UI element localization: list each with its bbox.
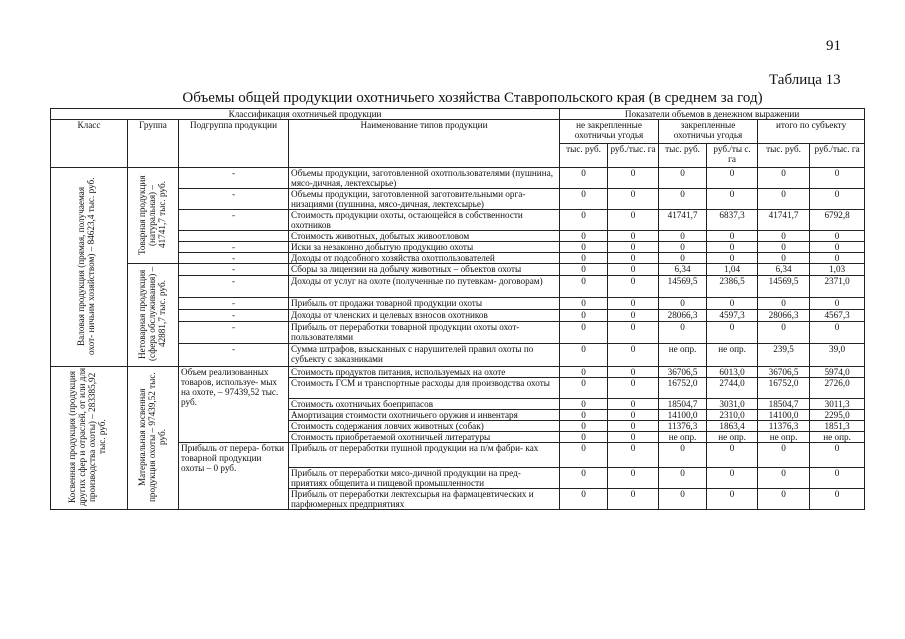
value-cell: 0	[608, 489, 659, 510]
value-cell: 0	[560, 489, 608, 510]
value-cell: 2371,0	[810, 275, 865, 298]
value-cell: 2310,0	[707, 410, 758, 421]
product-type: Прибыль от переработки мясо-дичной продукции на пред- приятиях общепита и пищевой промышленности	[289, 468, 560, 489]
value-cell: 0	[560, 275, 608, 298]
value-cell: 0	[810, 321, 865, 344]
value-cell: 0	[758, 443, 810, 468]
value-cell: 0	[560, 344, 608, 367]
value-cell: 0	[608, 264, 659, 276]
value-cell: 0	[758, 189, 810, 210]
value-cell: 0	[608, 432, 659, 443]
value-cell: 0	[608, 168, 659, 189]
class-header: Класс	[51, 120, 128, 168]
value-cell: 0	[659, 189, 707, 210]
value-cell: 6,34	[659, 264, 707, 276]
value-cell: 0	[560, 432, 608, 443]
subgroup-cell: -	[179, 344, 289, 367]
value-cell: 0	[810, 231, 865, 242]
value-cell: 0	[810, 298, 865, 310]
value-cell: 2726,0	[810, 378, 865, 399]
product-type: Прибыль от продажи товарной продукции охоты	[289, 298, 560, 310]
value-cell: 0	[659, 468, 707, 489]
subgroup-cell-realized: Объем реализованных товаров, используе- мых на охоте, – 97439,52 тыс. руб.	[179, 367, 289, 443]
value-cell: 18504,7	[758, 399, 810, 410]
subgroup-cell: -	[179, 168, 289, 189]
value-cell: 0	[707, 468, 758, 489]
value-cell: 6,34	[758, 264, 810, 276]
value-cell: 0	[758, 489, 810, 510]
value-cell: 0	[659, 443, 707, 468]
value-cell: 18504,7	[659, 399, 707, 410]
subgroup-cell	[179, 231, 289, 242]
value-cell: 0	[560, 399, 608, 410]
value-cell: 0	[608, 367, 659, 378]
value-cell: 3031,0	[707, 399, 758, 410]
value-cell: 0	[560, 443, 608, 468]
subgroup-cell-processing: Прибыль от перера- ботки товарной продукции охоты – 0 руб.	[179, 443, 289, 510]
value-cell: не опр.	[659, 344, 707, 367]
value-cell: 0	[560, 189, 608, 210]
value-cell: 0	[707, 489, 758, 510]
value-cell: 2295,0	[810, 410, 865, 421]
page-number: 91	[826, 38, 841, 54]
product-type: Стоимость ГСМ и транспортные расходы для производства охоты	[289, 378, 560, 399]
table-label: Таблица 13	[769, 72, 841, 88]
value-cell: 6013,0	[707, 367, 758, 378]
value-cell: 0	[560, 264, 608, 276]
value-cell: не опр.	[659, 432, 707, 443]
product-type: Прибыль от переработки пушной продукции на п/м фабри- ках	[289, 443, 560, 468]
value-cell: 0	[608, 189, 659, 210]
unit-header: тыс. руб.	[758, 144, 810, 168]
value-cell: 0	[608, 310, 659, 322]
class-cell-gross: Валовая продукция (прямая, получаемая охот- ничьим хозяйством) – 84623,4 тыс. руб.	[51, 168, 128, 367]
subgroup-cell: -	[179, 298, 289, 310]
product-type: Стоимость приобретаемой охотничьей литературы	[289, 432, 560, 443]
product-type: Доходы от членских и целевых взносов охотников	[289, 310, 560, 322]
product-type: Иски за незаконно добытую продукцию охоты	[289, 242, 560, 253]
subgroup-cell: -	[179, 210, 289, 231]
value-cell: 0	[707, 298, 758, 310]
not-assigned-header: не закрепленные охотничьи угодья	[560, 120, 659, 144]
document-title: Объемы общей продукции охотничьего хозяйства Ставропольского края (в среднем за год)	[182, 90, 763, 106]
value-cell: 28066,3	[659, 310, 707, 322]
value-cell: 0	[608, 344, 659, 367]
product-type: Объемы продукции, заготовленной охотпользователями (пушнина, мясо-дичная, лектехсырье)	[289, 168, 560, 189]
value-cell: 0	[608, 399, 659, 410]
value-cell: 6837,3	[707, 210, 758, 231]
value-cell: 28066,3	[758, 310, 810, 322]
value-cell: 0	[560, 253, 608, 264]
value-cell: 0	[707, 321, 758, 344]
value-cell: 0	[758, 321, 810, 344]
value-cell: 0	[608, 443, 659, 468]
value-cell: 1,03	[810, 264, 865, 276]
value-cell: 0	[758, 298, 810, 310]
value-cell: не опр.	[707, 432, 758, 443]
product-type: Стоимость продуктов питания, используемых на охоте	[289, 367, 560, 378]
subgroup-cell: -	[179, 253, 289, 264]
product-type: Прибыль от переработки лектехсырья на фармацевтических и парфюмерных предприятиях	[289, 489, 560, 510]
value-cell: 0	[560, 210, 608, 231]
value-cell: 0	[659, 253, 707, 264]
value-cell: 0	[560, 410, 608, 421]
value-cell: 0	[560, 231, 608, 242]
product-type: Стоимость содержания ловчих животных (собак)	[289, 421, 560, 432]
value-cell: 0	[608, 210, 659, 231]
product-type: Стоимость охотничьих боеприпасов	[289, 399, 560, 410]
value-cell: не опр.	[707, 344, 758, 367]
product-type: Объемы продукции, заготовленной заготовительными орга- низациями (пушнина, мясо-дичная, лектехсырье)	[289, 189, 560, 210]
value-cell: 3011,3	[810, 399, 865, 410]
value-cell: 1851,3	[810, 421, 865, 432]
product-type: Амортизация стоимости охотничьего оружия и инвентаря	[289, 410, 560, 421]
value-cell: 0	[810, 489, 865, 510]
unit-header: тыс. руб.	[560, 144, 608, 168]
unit-header: руб./ты с. га	[707, 144, 758, 168]
subgroup-cell: -	[179, 264, 289, 276]
value-cell: 0	[560, 421, 608, 432]
value-cell: 0	[707, 253, 758, 264]
value-cell: 0	[659, 242, 707, 253]
value-cell: 0	[560, 310, 608, 322]
value-cell: 11376,3	[758, 421, 810, 432]
subgroup-cell: -	[179, 189, 289, 210]
value-cell: 0	[608, 275, 659, 298]
group-cell-noncommodity: Нетоварная продукция (сфера обслуживания) – 42881,7 тыс. руб.	[128, 264, 179, 367]
value-cell: 0	[608, 468, 659, 489]
value-cell: 0	[707, 168, 758, 189]
value-cell: 0	[707, 443, 758, 468]
value-cell: 39,0	[810, 344, 865, 367]
value-cell: 1863,4	[707, 421, 758, 432]
value-cell: 0	[659, 231, 707, 242]
value-cell: 14100,0	[758, 410, 810, 421]
value-cell: 0	[810, 253, 865, 264]
value-cell: 2744,0	[707, 378, 758, 399]
product-type: Доходы от услуг на охоте (полученные по путевкам- договорам)	[289, 275, 560, 298]
value-cell: 41741,7	[758, 210, 810, 231]
product-type: Доходы от подсобного хозяйства охотпользователей	[289, 253, 560, 264]
unit-header: тыс. руб.	[659, 144, 707, 168]
value-cell: 0	[608, 231, 659, 242]
subgroup-cell: -	[179, 242, 289, 253]
value-cell: 0	[758, 468, 810, 489]
value-cell: 14569,5	[758, 275, 810, 298]
total-header: итого по субъекту	[758, 120, 865, 144]
value-cell: не опр.	[758, 432, 810, 443]
assigned-header: закрепленные охотничьи угодья	[659, 120, 758, 144]
value-cell: 16752,0	[659, 378, 707, 399]
value-cell: 4567,3	[810, 310, 865, 322]
value-cell: 0	[810, 242, 865, 253]
value-cell: 0	[608, 298, 659, 310]
value-cell: 36706,5	[659, 367, 707, 378]
subgroup-header: Подгруппа продукции	[179, 120, 289, 168]
value-cell: 0	[608, 321, 659, 344]
value-cell: 0	[608, 378, 659, 399]
group-cell-material: Материальная косвенная продукция охоты – 97439,52 тыс. руб.	[128, 367, 179, 510]
subgroup-cell: -	[179, 321, 289, 344]
subgroup-cell: -	[179, 275, 289, 298]
value-cell: 0	[659, 489, 707, 510]
value-cell: 5974,0	[810, 367, 865, 378]
value-cell: 0	[659, 298, 707, 310]
product-type: Стоимость животных, добытых живоотловом	[289, 231, 560, 242]
value-cell: 0	[707, 242, 758, 253]
unit-header: руб./тыс. га	[608, 144, 659, 168]
value-cell: 0	[608, 410, 659, 421]
value-cell: 0	[810, 443, 865, 468]
group-cell-commodity: Товарная продукция (натуральная) – 41741,7 тыс. руб.	[128, 168, 179, 264]
indicators-header: Показатели объемов в денежном выражении	[560, 109, 865, 120]
value-cell: 0	[560, 168, 608, 189]
value-cell: 0	[707, 189, 758, 210]
value-cell: 36706,5	[758, 367, 810, 378]
value-cell: 239,5	[758, 344, 810, 367]
value-cell: 0	[608, 253, 659, 264]
value-cell: 0	[560, 321, 608, 344]
group-header: Группа	[128, 120, 179, 168]
type-name-header: Наименование типов продукции	[289, 120, 560, 168]
value-cell: 14100,0	[659, 410, 707, 421]
value-cell: 0	[707, 231, 758, 242]
unit-header: руб./тыс. га	[810, 144, 865, 168]
class-cell-indirect: Косвенная продукция (продукция других сфер и отраслей, от или для производства охоты) – 283385,92 тыс. руб.	[51, 367, 128, 510]
value-cell: 0	[560, 298, 608, 310]
value-cell: 1,04	[707, 264, 758, 276]
value-cell: 41741,7	[659, 210, 707, 231]
value-cell: 0	[560, 367, 608, 378]
value-cell: 6792,8	[810, 210, 865, 231]
value-cell: не опр.	[810, 432, 865, 443]
product-type: Прибыль от переработки товарной продукции охоты охот- пользователями	[289, 321, 560, 344]
value-cell: 0	[560, 378, 608, 399]
value-cell: 16752,0	[758, 378, 810, 399]
value-cell: 0	[659, 168, 707, 189]
value-cell: 0	[560, 242, 608, 253]
value-cell: 0	[810, 189, 865, 210]
value-cell: 0	[758, 231, 810, 242]
value-cell: 0	[758, 168, 810, 189]
value-cell: 0	[810, 468, 865, 489]
value-cell: 11376,3	[659, 421, 707, 432]
value-cell: 0	[810, 168, 865, 189]
value-cell: 0	[659, 321, 707, 344]
value-cell: 14569,5	[659, 275, 707, 298]
product-type: Стоимость продукции охоты, остающейся в собственности охотников	[289, 210, 560, 231]
value-cell: 0	[560, 468, 608, 489]
classification-header: Классификация охотничьей продукции	[51, 109, 560, 120]
value-cell: 0	[758, 253, 810, 264]
value-cell: 0	[608, 421, 659, 432]
value-cell: 0	[758, 242, 810, 253]
value-cell: 4597,3	[707, 310, 758, 322]
production-volume-table	[50, 108, 865, 510]
product-type: Сборы за лицензии на добычу животных – объектов охоты	[289, 264, 560, 276]
value-cell: 2386,5	[707, 275, 758, 298]
product-type: Сумма штрафов, взысканных с нарушителей правил охоты по субъекту с заказниками	[289, 344, 560, 367]
subgroup-cell: -	[179, 310, 289, 322]
value-cell: 0	[608, 242, 659, 253]
